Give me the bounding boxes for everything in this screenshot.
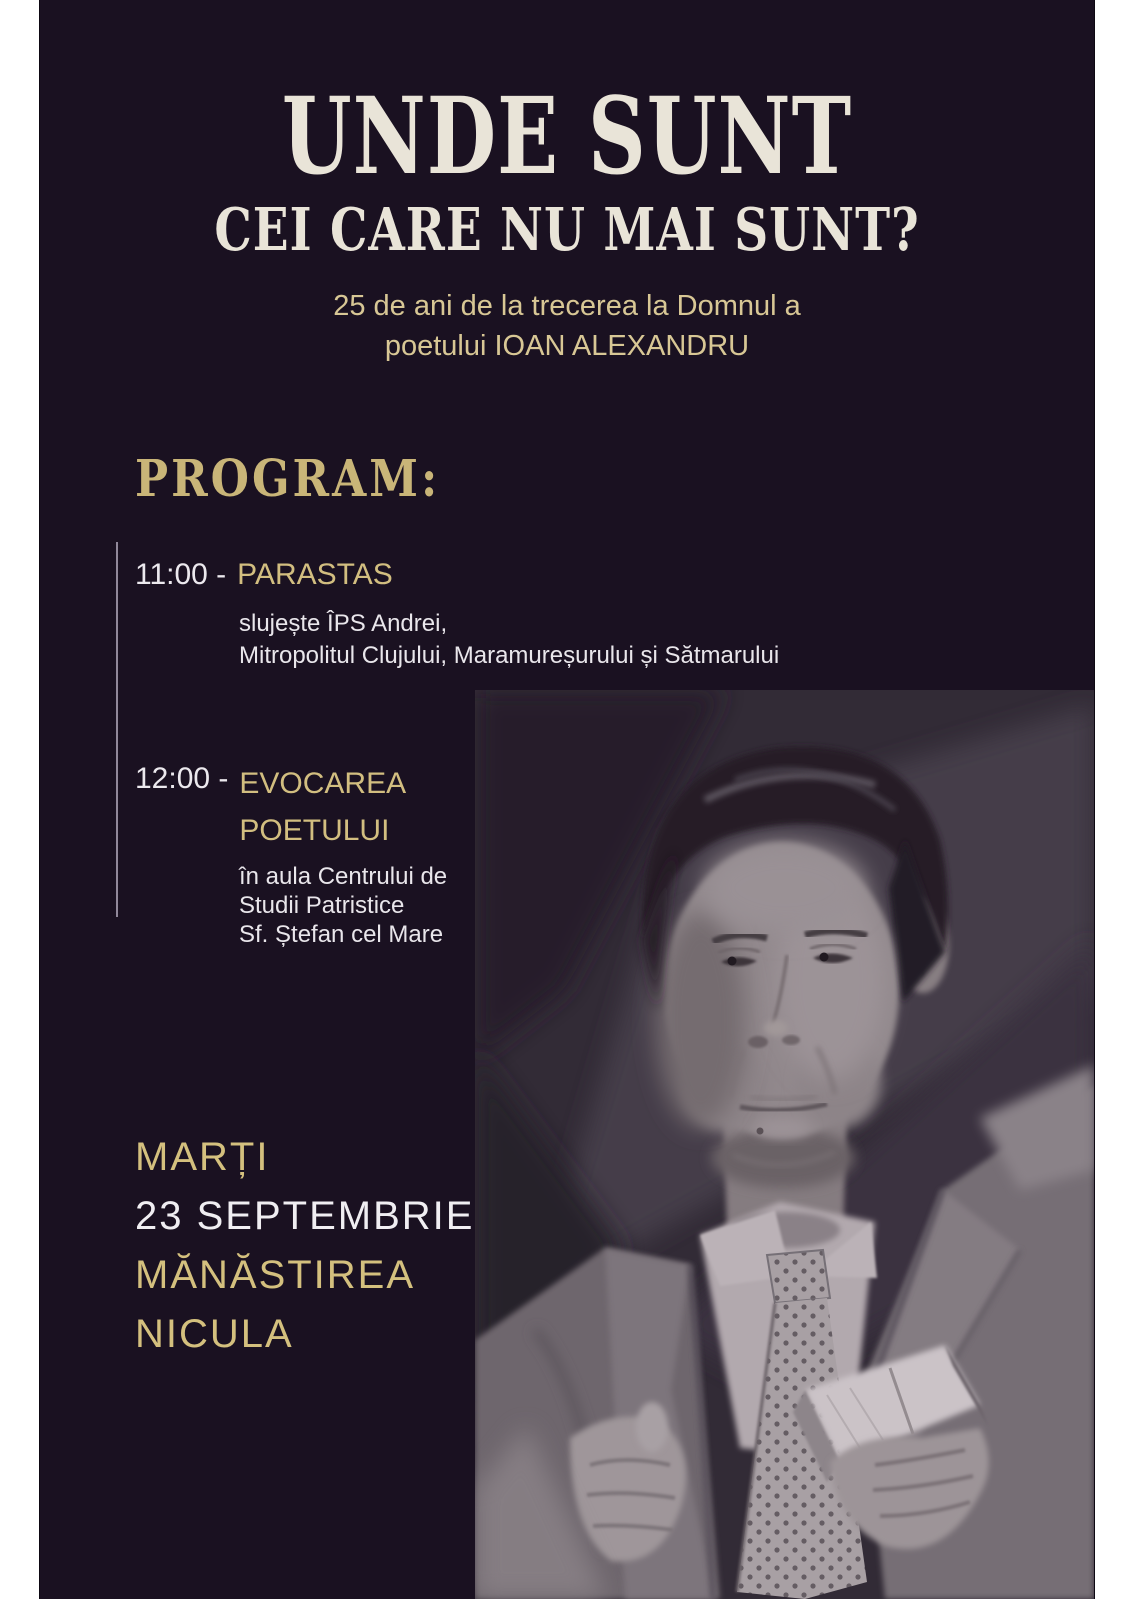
- poet-portrait-photo: [475, 690, 1094, 1599]
- program-title-line2: POETULUI: [239, 814, 390, 847]
- poet-portrait-illustration: [475, 690, 1094, 1599]
- event-location-line2: NICULA: [135, 1312, 294, 1356]
- program-title: PARASTAS: [237, 558, 393, 591]
- program-details: [239, 862, 447, 949]
- program-heading: PROGRAM:: [135, 450, 441, 509]
- event-day: MARȚI: [135, 1135, 270, 1179]
- tie-knot: [767, 1250, 830, 1303]
- subtitle-line2: poetului IOAN ALEXANDRU: [384, 330, 750, 362]
- program-detail-line: Mitropolitul Clujului, Maramureșurului și Sătmarului: [239, 642, 780, 669]
- program-timeline-rule: [116, 542, 118, 917]
- program-row: [135, 760, 447, 854]
- program-row: [135, 556, 779, 594]
- program-detail-line: în aula Centrului de: [239, 863, 448, 890]
- subtitle-line1: 25 de ani de la trecerea la Domnul a: [333, 290, 801, 322]
- program-detail-line: Studii Patristice: [239, 892, 405, 919]
- event-location-line1: MĂNĂSTIREA: [135, 1253, 416, 1297]
- poster-canvas: [40, 0, 1094, 1599]
- program-title: [239, 760, 406, 854]
- poster-title-line1: UNDE SUNT: [281, 74, 853, 199]
- program-title-line1: EVOCAREA: [239, 767, 407, 800]
- program-detail-line: Sf. Ștefan cel Mare: [239, 921, 444, 948]
- event-details-block: [135, 1128, 474, 1364]
- event-date: 23 SEPTEMBRIE: [135, 1194, 475, 1238]
- program-time: 12:00 -: [135, 762, 229, 795]
- program-details: [239, 608, 779, 672]
- program-item-parastas: [135, 556, 779, 672]
- poster-subtitle: [40, 286, 1094, 366]
- program-detail-line: slujește ÎPS Andrei,: [239, 610, 448, 637]
- program-time: 11:00 -: [135, 558, 227, 591]
- poster-title-line2: CEI CARE NU MAI SUNT?: [214, 196, 920, 266]
- program-item-evocarea: [135, 760, 447, 949]
